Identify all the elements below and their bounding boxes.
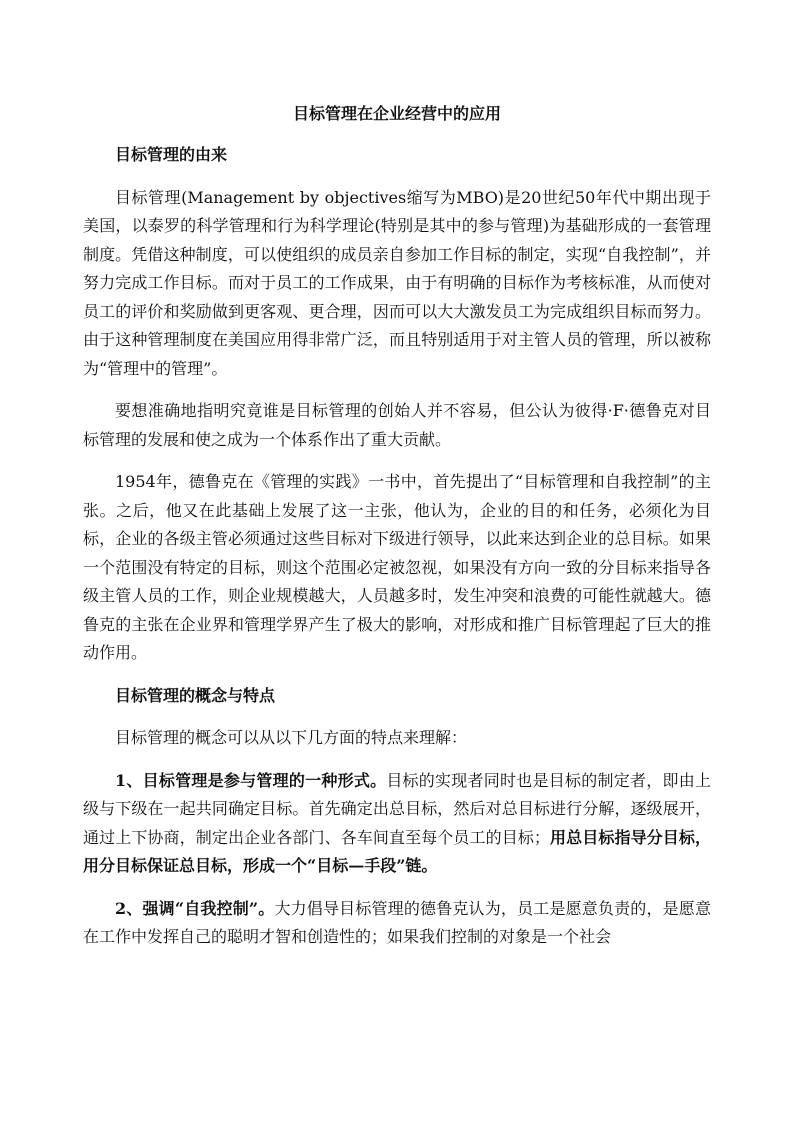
document-body	[83, 100, 711, 966]
paragraph-point-1	[83, 767, 711, 881]
paragraph-origin-1: 目标管理(Management by objectives缩写为MBO)是20世纪50年代中期出现于美国，以泰罗的科学管理和行为科学理论(特别是其中的参与管理)为基础形成的一套管理制度。凭借这种制度，可以使组织的成员亲自参加工作目标的制定，实现“自我控制”，并努力完成工作目标。而对于员工的工作成果，由于有明确的目标作为考核标准，从而使对员工的评价和奖励做到更客观、更合理，因而可以大大激发员工为完成组织目标而努力。由于这种管理制度在美国应用得非常广泛，而且特别适用于对主管人员的管理，所以被称为“管理中的管理”。	[83, 187, 711, 378]
point-1-lead: 1、目标管理是参与管理的一种形式。	[115, 770, 387, 790]
document-title: 目标管理在企业经营中的应用	[292, 104, 501, 123]
paragraph-origin-3: 1954年，德鲁克在《管理的实践》一书中，首先提出了“目标管理和自我控制”的主张。之后，他又在此基础上发展了这一主张，他认为，企业的目的和任务，必须化为目标，企业的各级主管必须通过这些目标对下级进行领导，以此来达到企业的总目标。如果一个范围没有特定的目标，则这个范围必定被忽视，如果没有方向一致的分目标来指导各级主管人员的工作，则企业规模越大，人员越多时，发生冲突和浪费的可能性就越大。德鲁克的主张在企业界和管理学界产生了极大的影响，对形成和推广目标管理起了巨大的推动作用。	[83, 472, 711, 662]
paragraph-concept-intro: 目标管理的概念可以从以下几方面的特点来理解：	[115, 728, 468, 747]
point-1-body: 目标的实现者同时也是目标的制定者，即由上级与下级在一起共同确定目标。首先确定出总目标，然后对总目标进行分解，逐级展开，通过上下协商，制定出企业各部门、各车间直至每个员工的目标；	[83, 770, 711, 847]
point-1-tail: 用总目标指导分目标，用分目标保证总目标，形成一个“目标—手段”链。	[83, 827, 711, 875]
section-heading-concept: 目标管理的概念与特点	[115, 685, 276, 705]
paragraph-origin-2: 要想准确地指明究竟谁是目标管理的创始人并不容易，但公认为彼得·F·德鲁克对目标管理的发展和使之成为一个体系作出了重大贡献。	[83, 401, 711, 449]
point-2-lead: 2、强调“自我控制”。	[115, 898, 275, 918]
point-2-body: 大力倡导目标管理的德鲁克认为，员工是愿意负责的，是愿意在工作中发挥自己的聪明才智和创造性的；如果我们控制的对象是一个社会	[83, 898, 711, 946]
paragraph-point-2	[83, 895, 711, 952]
section-heading-origin: 目标管理的由来	[115, 145, 228, 164]
